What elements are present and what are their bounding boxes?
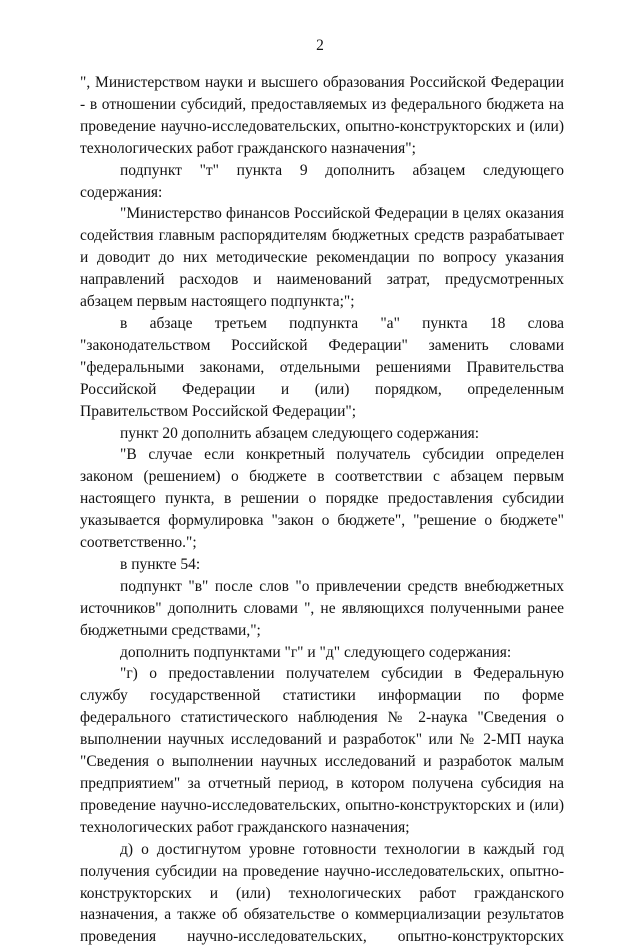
paragraph-point-18: в абзаце третьем подпункта "а" пункта 18 слова "законодательством Российской Федерации" заменить словами "федеральными законами, отдельными решениями Правительства Российской Федерации и (или) порядком, определенным Правительством Российской Федерации"; — [80, 314, 564, 420]
paragraph-point-20: пункт 20 дополнить абзацем следующего содержания: — [120, 424, 480, 442]
paragraph-add-subpoints: дополнить подпунктами "г" и "д" следующего содержания: — [120, 643, 512, 661]
paragraph-recipient-defined: "В случае если конкретный получатель субсидии определен законом (решением) о бюджете в соответствии с абзацем первым настоящего пункта, в решении о порядке предоставления субсидии указывается формулировка "закон о бюджете", "решение о бюджете" соответственно."; — [80, 446, 564, 552]
paragraph-subpoint-d: д) о достигнутом уровне готовности технологии в каждый год получения субсидии на проведение научно-исследовательских, опытно-конструкторских и (или) технологических работ гражданского назначения, а также об обязательстве о коммерциализации результатов проведения научно-исследовательских, опытно-конструкторских — [80, 840, 564, 946]
paragraph-subpoint-g: "г) о предоставлении получателем субсидии в Федеральную службу государственной статистики информации по форме федерального статистического наблюдения № 2-наука "Сведения о выполнении научных исследований и разработок" или № 2-МП наука "Сведения о выполнении научных исследований и разработок малым предприятием" за отчетный период, в котором получена субсидия на проведение научно-исследовательских, опытно-конструкторских и (или) технологических работ гражданского назначения; — [80, 665, 564, 836]
paragraph-ministry-finance: "Министерство финансов Российской Федерации в целях оказания содействия главным распорядителям бюджетных средств разрабатывает и доводит до них методические рекомендации по вопросу указания направлений расходов и наименований затрат, предусмотренных абзацем первым настоящего подпункта;"; — [80, 205, 564, 311]
page-number: 2 — [316, 37, 324, 54]
paragraph-subpoint-v: подпункт "в" после слов "о привлечении средств внебюджетных источников" дополнить словами ", не являющихся полученными ранее бюджетными средствами,"; — [80, 577, 564, 639]
paragraph-ministry-science: ", Министерством науки и высшего образования Российской Федерации - в отношении субсидий, предоставляемых из федерального бюджета на проведение научно-исследовательских, опытно-конструкторских и (или) технологических работ гражданского назначения"; — [80, 74, 564, 157]
paragraph-subpoint-t: подпункт "т" пункта 9 дополнить абзацем следующего содержания: — [80, 161, 564, 201]
document-body — [80, 72, 564, 948]
paragraph-point-54: в пункте 54: — [120, 555, 201, 573]
